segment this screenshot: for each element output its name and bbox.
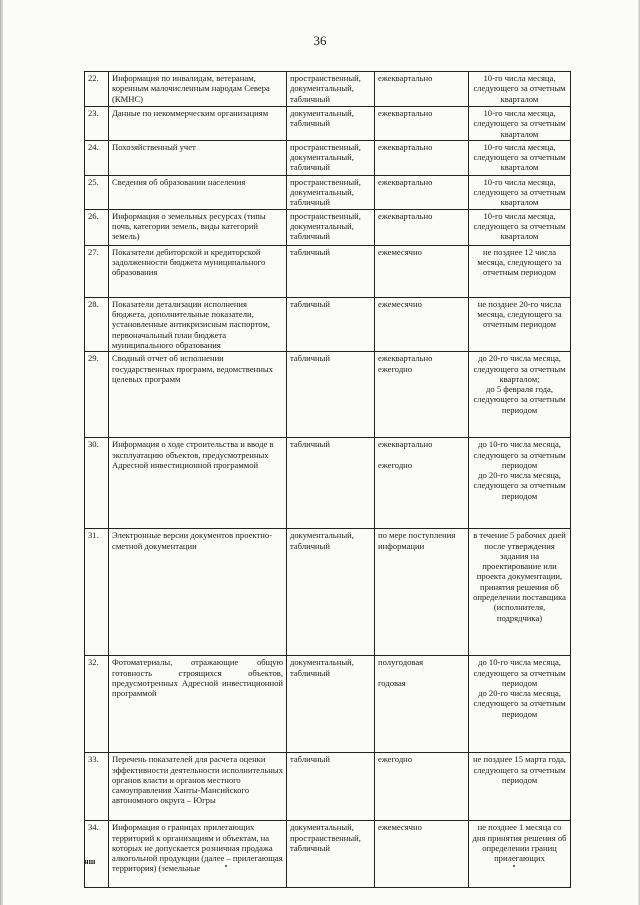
row-name: Информация по инвалидам, ветеранам, коренным малочисленным народам Севера (КМНС): [109, 72, 287, 107]
row-periodicity: ежеквартально: [375, 140, 469, 175]
row-number: 23.: [85, 107, 109, 141]
row-deadline: 10-го числа месяца, следующего за отчетным кварталом: [469, 107, 571, 141]
table-row: [85, 656, 571, 753]
row-form: табличный: [287, 352, 375, 438]
row-number: 24.: [85, 140, 109, 175]
page-number: 36: [313, 33, 327, 48]
table-row: [85, 297, 571, 351]
row-form: табличный: [287, 438, 375, 529]
row-name: Фотоматериалы, отражающие общую готовность строящихся объектов, предусмотренных Адресной инвестиционной программой: [109, 656, 287, 753]
row-periodicity: ежеквартально: [375, 72, 469, 107]
row-form: табличный: [287, 297, 375, 351]
row-periodicity: ежеквартально: [375, 209, 469, 245]
row-periodicity: ежемесячно: [375, 297, 469, 351]
row-deadline: 10-го числа месяца, следующего за отчетным кварталом: [469, 175, 571, 209]
table-row: [85, 438, 571, 529]
scan-dot: [513, 865, 515, 867]
table-row: [85, 209, 571, 245]
row-deadline: не позднее 1 месяца со дня принятия решения об определении границ прилегающих: [469, 821, 571, 888]
row-deadline: не позднее 12 числа месяца, следующего за отчетным периодом: [469, 245, 571, 297]
table-row: [85, 352, 571, 438]
table-row: [85, 821, 571, 888]
row-deadline: в течение 5 рабочих дней после утверждения задания на проектирование или проекта документации, принятия решения об определении поставщика (исполнителя, подрядчика): [469, 529, 571, 656]
row-name: Перечень показателей для расчета оценки эффективности деятельности исполнительных органов власти и органов местного самоуправления Ханты-Мансийского автономного округа – Югры: [109, 753, 287, 821]
data-table: [84, 71, 571, 888]
row-form: документальный, табличный: [287, 656, 375, 753]
row-number: 25.: [85, 175, 109, 209]
row-name: Информация о ходе строительства и вводе в эксплуатацию объектов, предусмотренных Адресной инвестиционной программой: [109, 438, 287, 529]
row-name: Похозяйственный учет: [109, 140, 287, 175]
row-number: 26.: [85, 209, 109, 245]
row-periodicity: ежемесячно: [375, 821, 469, 888]
row-name: Показатели дебиторской и кредиторской задолженности бюджета муниципального образования: [109, 245, 287, 297]
table-row: [85, 753, 571, 821]
row-form: пространственный, документальный, табличный: [287, 140, 375, 175]
row-periodicity: ежемесячно: [375, 245, 469, 297]
row-number: 34.: [85, 821, 109, 888]
row-form: пространственный, документальный, табличный: [287, 209, 375, 245]
row-form: пространственный, документальный, табличный: [287, 72, 375, 107]
row-number: 27.: [85, 245, 109, 297]
row-name: Информация о границах прилегающих территорий к организациям и объектам, на которых не допускается розничная продажа алкогольной продукции (далее – прилегающая территория) (земельные: [109, 821, 287, 888]
row-periodicity: ежеквартально: [375, 107, 469, 141]
row-form: документальный, пространственный, табличный: [287, 821, 375, 888]
row-deadline: до 10-го числа месяца, следующего за отчетным периодом до 20-го числа месяца, следующего за отчетным периодом: [469, 438, 571, 529]
row-deadline: 10-го числа месяца, следующего за отчетным кварталом: [469, 209, 571, 245]
row-number: 29.: [85, 352, 109, 438]
row-number: 31.: [85, 529, 109, 656]
row-number: 33.: [85, 753, 109, 821]
scan-dot: [225, 865, 227, 867]
row-periodicity: по мере поступления информации: [375, 529, 469, 656]
row-number: 30.: [85, 438, 109, 529]
row-name: Сводный отчет об исполнении государственных программ, ведомственных целевых программ: [109, 352, 287, 438]
row-deadline: до 20-го числа месяца, следующего за отчетным кварталом; до 5 февраля года, следующего за отчетным периодом: [469, 352, 571, 438]
row-form: документальный, табличный: [287, 529, 375, 656]
row-periodicity: ежеквартально ежегодно: [375, 438, 469, 529]
table-row: [85, 529, 571, 656]
table-row: [85, 72, 571, 107]
row-periodicity: ежеквартально: [375, 175, 469, 209]
row-number: 28.: [85, 297, 109, 351]
row-form: табличный: [287, 753, 375, 821]
table-row: [85, 140, 571, 175]
row-form: пространственный, документальный, табличный: [287, 175, 375, 209]
table-row: [85, 107, 571, 141]
row-deadline: 10-го числа месяца, следующего за отчетным кварталом: [469, 140, 571, 175]
table-row: [85, 245, 571, 297]
row-periodicity: ежеквартально ежегодно: [375, 352, 469, 438]
row-deadline: не позднее 20-го числа месяца, следующего за отчетным периодом: [469, 297, 571, 351]
row-periodicity: полугодовая годовая: [375, 656, 469, 753]
row-number: 32.: [85, 656, 109, 753]
row-name: Информация о земельных ресурсах (типы почв, категории земель, виды категорий земель): [109, 209, 287, 245]
row-deadline: 10-го числа месяца, следующего за отчетным кварталом: [469, 72, 571, 107]
row-deadline: не позднее 15 марта года, следующего за отчетным периодом: [469, 753, 571, 821]
row-form: документальный, табличный: [287, 107, 375, 141]
row-name: Электронные версии документов проектно-сметной документации: [109, 529, 287, 656]
bottom-mark: нш: [84, 857, 96, 866]
row-deadline: до 10-го числа месяца, следующего за отчетным периодом до 20-го числа месяца, следующего за отчетным периодом: [469, 656, 571, 753]
row-form: табличный: [287, 245, 375, 297]
row-name: Показатели детализации исполнения бюджета, дополнительные показатели, установленные антикризисным паспортом, первоначальный план бюджета муниципального образования: [109, 297, 287, 351]
row-name: Сведения об образовании населения: [109, 175, 287, 209]
row-number: 22.: [85, 72, 109, 107]
row-periodicity: ежегодно: [375, 753, 469, 821]
table-row: [85, 175, 571, 209]
row-name: Данные по некоммерческим организациям: [109, 107, 287, 141]
scan-edge-left: [0, 0, 3, 905]
